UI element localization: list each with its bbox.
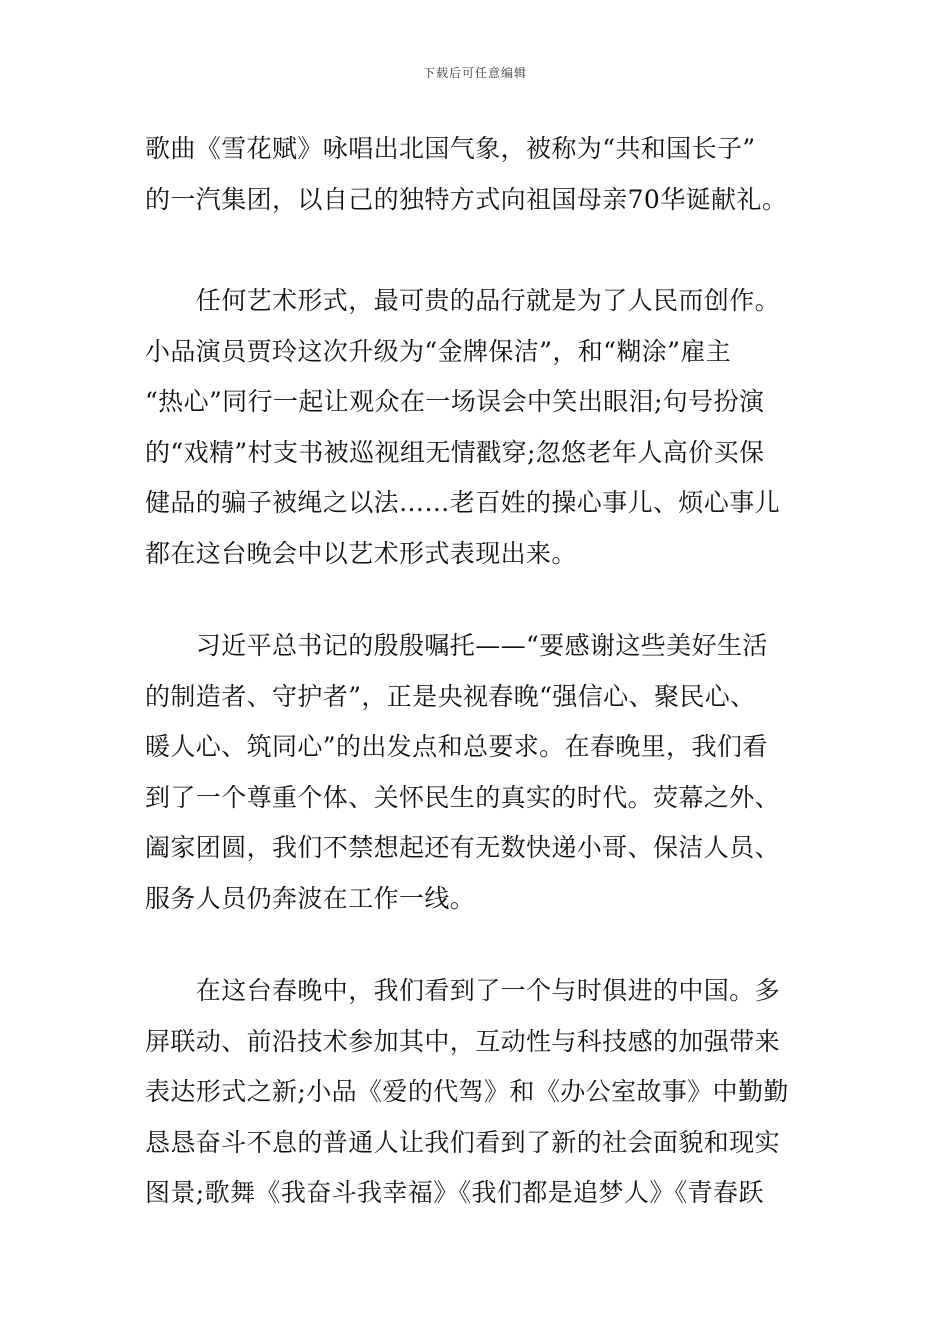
- text-line: 的“戏精”村支书被巡视组无情戳穿;忽悠老年人高价买保: [145, 437, 765, 467]
- text-line: “热心”同行一起让观众在一场误会中笑出眼泪;句号扮演: [145, 387, 765, 416]
- text-line: 歌曲《雪花赋》咏唱出北国气象，被称为“共和国长子”: [145, 134, 756, 163]
- page-header-note: 下载后可任意编辑: [422, 66, 527, 80]
- paragraph-2: [145, 276, 809, 579]
- text-line: 屏联动、前沿技术参加其中，互动性与科技感的加强带来: [145, 1026, 781, 1056]
- text-line: 小品演员贾玲这次升级为“金牌保洁”，和“糊涂”雇主: [145, 336, 732, 366]
- paragraph-3: [145, 621, 809, 924]
- text-line: 暖人心、筑同心”的出发点和总要求。在春晚里，我们看: [145, 732, 768, 761]
- text-line: 恳恳奋斗不息的普通人让我们看到了新的社会面貌和现实: [145, 1127, 781, 1157]
- text-line: 服务人员仍奔波在工作一线。: [145, 883, 476, 913]
- text-line: 任何艺术形式，最可贵的品行就是为了人民而创作。: [145, 286, 781, 315]
- text-line: 在这台春晚中，我们看到了一个与时俱进的中国。多: [145, 976, 781, 1005]
- text-line: 都在这台晚会中以艺术形式表现出来。: [145, 538, 577, 568]
- text-line: 习近平总书记的殷殷嘱托——“要感谢这些美好生活: [145, 631, 768, 660]
- paragraph-4: [145, 966, 809, 1219]
- text-line: 表达形式之新;小品《爱的代驾》和《办公室故事》中勤勤: [145, 1077, 789, 1106]
- text-line: 到了一个尊重个体、关怀民生的真实的时代。荧幕之外、: [145, 782, 781, 812]
- text-line: 的制造者、守护者”，正是央视春晚“强信心、聚民心、: [145, 681, 756, 711]
- text-line: 图景;歌舞《我奋斗我幸福》《我们都是追梦人》《青春跃: [145, 1178, 764, 1207]
- paragraph-1: [145, 124, 809, 225]
- text-line: 健品的骗子被绳之以法……老百姓的操心事儿、烦心事儿: [145, 488, 781, 517]
- text-line: 阖家团圆，我们不禁想起还有无数快递小哥、保洁人员、: [145, 833, 781, 862]
- text-line: 的一汽集团，以自己的独特方式向祖国母亲70华诞献礼。: [145, 184, 788, 214]
